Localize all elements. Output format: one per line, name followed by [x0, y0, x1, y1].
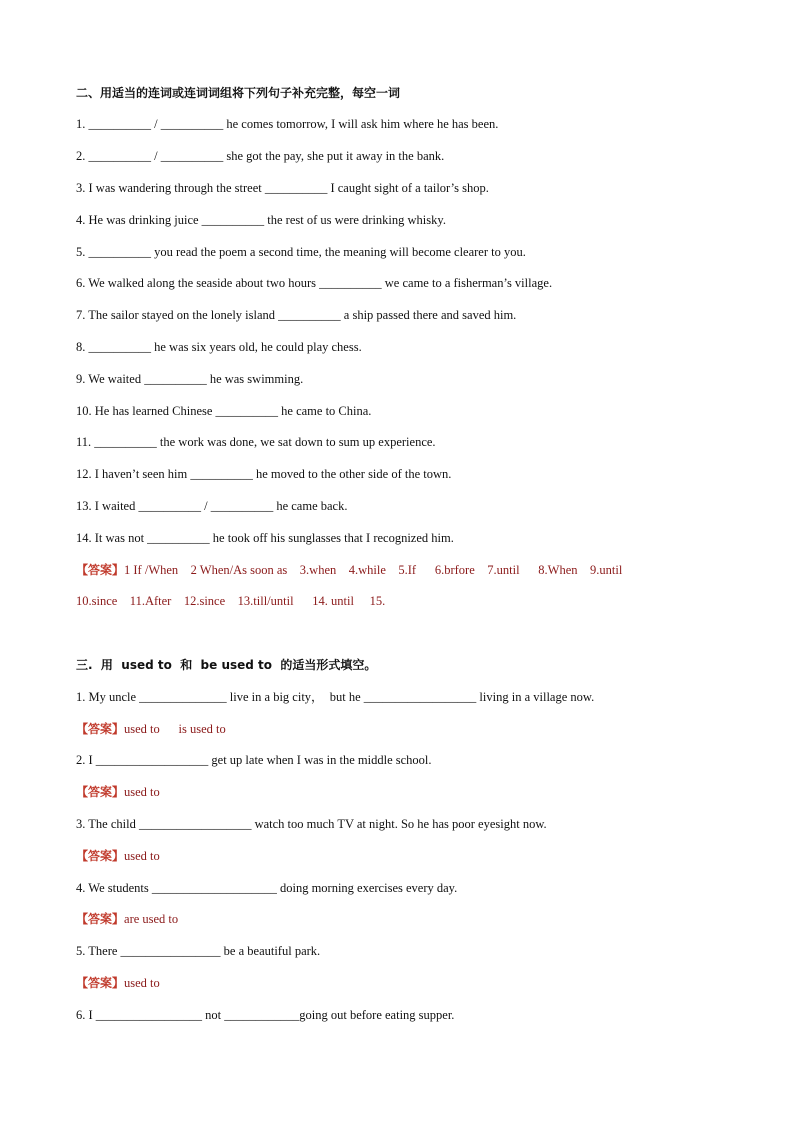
question-3-6: 6. I _________________ not ____________going out before eating supper.	[76, 1008, 455, 1022]
answer-label: 【答案】	[76, 912, 125, 926]
question-2-14: 14. It was not __________ he took off his sunglasses that I recognized him.	[76, 531, 454, 545]
answer-text: used to	[124, 976, 160, 990]
answer-3-2	[76, 784, 160, 800]
question-3-5: 5. There ________________ be a beautiful park.	[76, 944, 321, 958]
question-3-4: 4. We students ____________________ doing morning exercises every day.	[76, 881, 458, 895]
answer-label: 【答案】	[76, 849, 125, 863]
answer-text: used to is used to	[124, 722, 226, 736]
answer-text: used to	[124, 849, 160, 863]
answer-text: are used to	[124, 912, 179, 926]
answer-2-line2: 10.since 11.After 12.since 13.till/until 14. until 15.	[76, 594, 386, 608]
answer-2-line1	[76, 562, 622, 578]
question-2-10: 10. He has learned Chinese __________ he came to China.	[76, 404, 372, 418]
question-2-8: 8. __________ he was six years old, he could play chess.	[76, 340, 362, 354]
answer-3-3	[76, 848, 160, 864]
question-2-3: 3. I was wandering through the street __________ I caught sight of a tailor’s shop.	[76, 181, 489, 195]
answer-label: 【答案】	[76, 785, 125, 799]
question-3-2: 2. I __________________ get up late when I was in the middle school.	[76, 753, 432, 767]
answer-label: 【答案】	[76, 722, 125, 736]
question-2-4: 4. He was drinking juice __________ the rest of us were drinking whisky.	[76, 213, 446, 227]
question-2-2: 2. __________ / __________ she got the pay, she put it away in the bank.	[76, 149, 445, 163]
question-2-5: 5. __________ you read the poem a second time, the meaning will become clearer to you.	[76, 245, 526, 259]
answer-3-4	[76, 911, 178, 927]
question-3-3: 3. The child __________________ watch too much TV at night. So he has poor eyesight now.	[76, 817, 547, 831]
question-2-13: 13. I waited __________ / __________ he came back.	[76, 499, 348, 513]
answer-label: 【答案】	[76, 976, 125, 990]
answer-text: used to	[124, 785, 160, 799]
question-2-9: 9. We waited __________ he was swimming.	[76, 372, 304, 386]
question-2-7: 7. The sailor stayed on the lonely island __________ a ship passed there and saved him.	[76, 308, 517, 322]
answer-text: 1 If /When 2 When/As soon as 3.when 4.while 5.If 6.brfore 7.until 8.When 9.until	[124, 563, 623, 577]
question-3-1: 1. My uncle ______________ live in a big city， but he __________________ living in a village now.	[76, 690, 595, 704]
section2-heading: 二、用适当的连词或连词词组将下列句子补充完整，每空一词	[76, 86, 401, 100]
section3-heading: 三. 用 used to 和 be used to 的适当形式填空。	[76, 658, 377, 672]
question-2-11: 11. __________ the work was done, we sat down to sum up experience.	[76, 435, 436, 449]
answer-3-5	[76, 975, 160, 991]
answer-label: 【答案】	[76, 563, 125, 577]
question-2-12: 12. I haven’t seen him __________ he moved to the other side of the town.	[76, 467, 452, 481]
question-2-1: 1. __________ / __________ he comes tomorrow, I will ask him where he has been.	[76, 117, 499, 131]
answer-3-1	[76, 721, 226, 737]
question-2-6: 6. We walked along the seaside about two hours __________ we came to a fisherman’s village.	[76, 276, 553, 290]
